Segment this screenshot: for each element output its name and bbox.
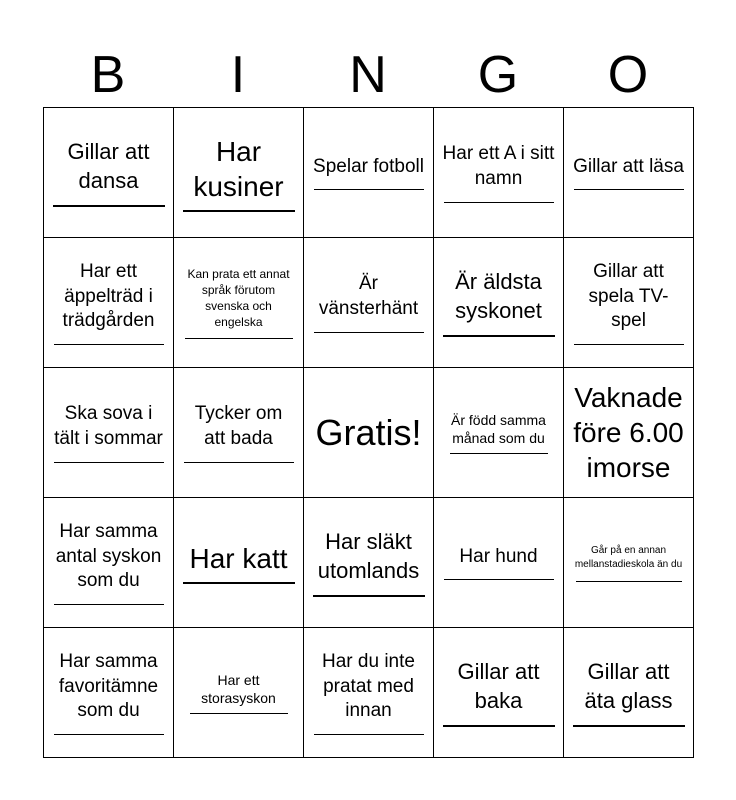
cell-text: Vaknade före 6.00 imorse (573, 382, 684, 483)
bingo-cell-r1-c5[interactable] (564, 108, 694, 238)
bingo-board (43, 107, 694, 758)
signature-line (54, 734, 164, 735)
bingo-cell-r4-c2[interactable] (174, 498, 304, 628)
cell-text: Går på en annan mellanstadieskola än du (574, 544, 683, 570)
signature-line (54, 462, 164, 463)
cell-text: Har samma antal syskon som du (55, 520, 162, 592)
bingo-cell-r5-c1[interactable] (44, 628, 174, 758)
cell-text: Har kusiner (193, 135, 284, 202)
signature-line (184, 462, 294, 463)
bingo-cell-r5-c2[interactable] (174, 628, 304, 758)
signature-line (54, 604, 164, 605)
cell-text: Gillar att äta glass (584, 658, 673, 713)
cell-text: Är äldsta syskonet (455, 268, 542, 323)
signature-line (183, 582, 295, 584)
cell-text: Är vänsterhänt (318, 273, 419, 319)
bingo-cell-r4-c3[interactable] (304, 498, 434, 628)
header-letter-o: O (607, 46, 649, 104)
bingo-cell-r1-c4[interactable] (434, 108, 564, 238)
bingo-cell-r3-c2[interactable] (174, 368, 304, 498)
signature-line (185, 338, 293, 339)
cell-text: Har ett A i sitt namn (442, 143, 555, 189)
signature-line (444, 579, 554, 580)
signature-line (444, 202, 554, 203)
bingo-cell-r2-c3[interactable] (304, 238, 434, 368)
header-letter-n: N (349, 46, 387, 104)
header-letter-g: G (477, 46, 519, 104)
signature-line (183, 210, 295, 212)
cell-text: Gillar att spela TV-spel (588, 260, 669, 332)
bingo-cell-r3-c4[interactable] (434, 368, 564, 498)
cell-text: Gillar att läsa (573, 155, 684, 177)
bingo-cell-r2-c5[interactable] (564, 238, 694, 368)
bingo-cell-r2-c2[interactable] (174, 238, 304, 368)
signature-line (576, 581, 682, 582)
bingo-cell-r3-c5[interactable] (564, 368, 694, 498)
cell-text: Har ett storasyskon (201, 671, 276, 706)
bingo-cell-r5-c5[interactable] (564, 628, 694, 758)
bingo-header (43, 42, 693, 108)
signature-line (53, 205, 165, 207)
cell-text: Gratis! (315, 412, 422, 453)
bingo-cell-r1-c2[interactable] (174, 108, 304, 238)
header-letter-i: I (230, 46, 246, 104)
cell-text: Har ett äppelträd i trädgården (62, 260, 155, 332)
cell-text: Har katt (189, 543, 288, 574)
signature-line (314, 189, 424, 190)
signature-line (443, 335, 555, 337)
bingo-cell-r5-c3[interactable] (304, 628, 434, 758)
bingo-cell-r5-c4[interactable] (434, 628, 564, 758)
cell-text: Är född samma månad som du (451, 411, 546, 446)
cell-text: Ska sova i tält i sommar (54, 403, 163, 449)
cell-text: Spelar fotboll (313, 155, 424, 177)
bingo-cell-r2-c4[interactable] (434, 238, 564, 368)
cell-text: Tycker om att bada (194, 403, 283, 449)
cell-text: Gillar att dansa (67, 138, 150, 193)
cell-text: Har släkt utomlands (317, 528, 420, 583)
cell-text: Har hund (459, 545, 538, 567)
bingo-cell-r2-c1[interactable] (44, 238, 174, 368)
signature-line (573, 725, 685, 727)
cell-text: Kan prata ett annat språk förutom svenska och engelska (187, 266, 290, 330)
signature-line (574, 189, 684, 190)
signature-line (443, 725, 555, 727)
bingo-cell-r4-c5[interactable] (564, 498, 694, 628)
cell-text: Gillar att baka (457, 658, 540, 713)
cell-text: Har du inte pratat med innan (322, 650, 415, 722)
cell-text: Har samma favoritämne som du (58, 650, 159, 722)
free-space-cell[interactable] (304, 368, 434, 498)
signature-line (574, 344, 684, 345)
bingo-cell-r1-c1[interactable] (44, 108, 174, 238)
bingo-cell-r3-c1[interactable] (44, 368, 174, 498)
header-letter-b: B (90, 46, 126, 104)
signature-line (54, 344, 164, 345)
signature-line (190, 713, 288, 714)
bingo-cell-r4-c1[interactable] (44, 498, 174, 628)
signature-line (450, 453, 548, 454)
signature-line (314, 734, 424, 735)
signature-line (314, 332, 424, 333)
bingo-cell-r1-c3[interactable] (304, 108, 434, 238)
bingo-cell-r4-c4[interactable] (434, 498, 564, 628)
signature-line (313, 595, 425, 597)
